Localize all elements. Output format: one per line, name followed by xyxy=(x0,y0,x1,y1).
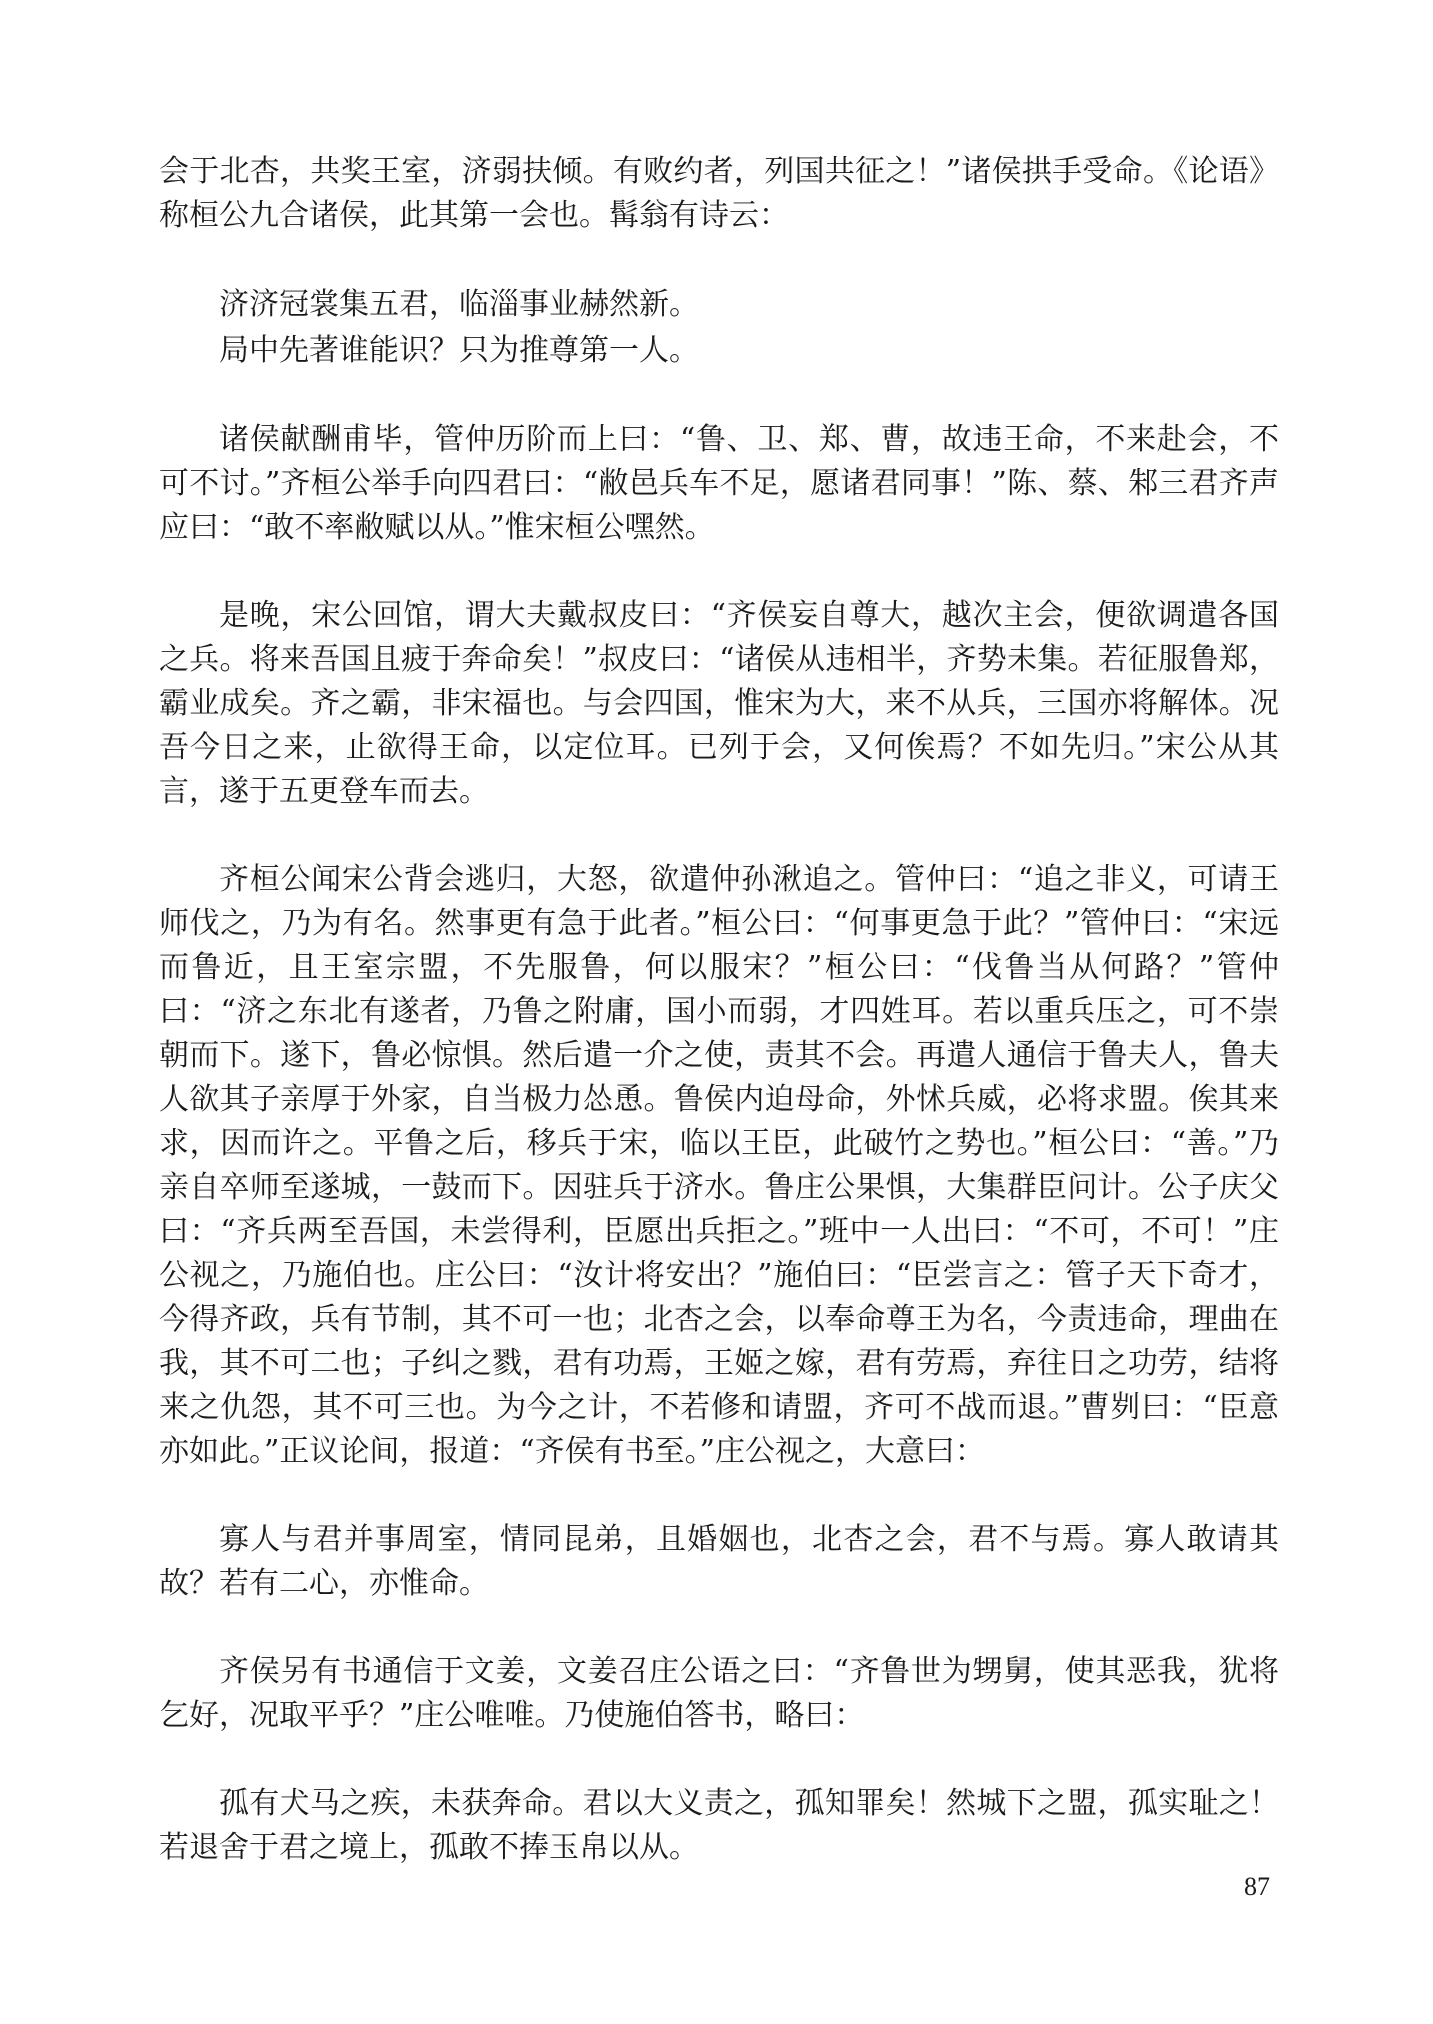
paragraph-1: 会于北杏，共奖王室，济弱扶倾。有败约者，列国共征之！”诸侯拱手受命。《论语》称桓公九合诸侯，此其第一会也。髯翁有诗云： xyxy=(159,154,1279,233)
letter-quote-2: 孤有犬马之疾，未获奔命。君以大义责之，孤知罪矣！然城下之盟，孤实耻之！若退舍于君之境上，孤敢不捧玉帛以从。 xyxy=(159,1786,1279,1865)
paragraph-2: 诸侯献酬甫毕，管仲历阶而上曰：“鲁、卫、郑、曹，故违王命，不来赴会，不可不讨。”齐桓公举手向四君曰：“敝邑兵车不足，愿诸君同事！”陈、蔡、邾三君齐声应曰：“敢不率敝赋以从。”惟宋桓公嘿然。 xyxy=(159,422,1279,545)
poem-line-1: 济济冠裳集五君，临淄事业赫然新。 xyxy=(219,287,699,322)
paragraph-4: 齐桓公闻宋公背会逃归，大怒，欲遣仲孙湫追之。管仲曰：“追之非义，可请王师伐之，乃为有名。然事更有急于此者。”桓公曰：“何事更急于此？”管仲曰：“宋远而鲁近，且王室宗盟，不先服鲁，何以服宋？”桓公曰：“伐鲁当从何路？”管仲曰：“济之东北有遂者，乃鲁之附庸，国小而弱，才四姓耳。若以重兵压之，可不崇朝而下。遂下，鲁必惊惧。然后遣一介之使，责其不会。再遣人通信于鲁夫人，鲁夫人欲其子亲厚于外家，自当极力怂恿。鲁侯内迫母命，外怵兵威，必将求盟。俟其来求，因而许之。平鲁之后，移兵于宋，临以王臣，此破竹之势也。”桓公曰：“善。”乃亲自卒师至遂城，一鼓而下。因驻兵于济水。鲁庄公果惧，大集群臣问计。公子庆父曰：“齐兵两至吾国，未尝得利，臣愿出兵拒之。”班中一人出曰：“不可，不可！”庄公视之，乃施伯也。庄公曰：“汝计将安出？”施伯曰：“臣尝言之：管子天下奇才，今得齐政，兵有节制，其不可一也；北杏之会，以奉命尊王为名，今责违命，理曲在我，其不可二也；子纠之戮，君有功焉，王姬之嫁，君有劳焉，弃往日之功劳，结将来之仇怨，其不可三也。为今之计，不若修和请盟，齐可不战而退。”曹刿曰：“臣意亦如此。”正议论间，报道：“齐侯有书至。”庄公视之，大意曰： xyxy=(159,862,1279,1469)
paragraph-6: 齐侯另有书通信于文姜，文姜召庄公语之曰：“齐鲁世为甥舅，使其恶我，犹将乞好，况取平乎？”庄公唯唯。乃使施伯答书，略曰： xyxy=(159,1654,1279,1733)
paragraph-3: 是晚，宋公回馆，谓大夫戴叔皮曰：“齐侯妄自尊大，越次主会，便欲调遣各国之兵。将来吾国且疲于奔命矣！”叔皮曰：“诸侯从违相半，齐势未集。若征服鲁郑，霸业成矣。齐之霸，非宋福也。与会四国，惟宋为大，来不从兵，三国亦将解体。况吾今日之来，止欲得王命，以定位耳。已列于会，又何俟焉？不如先归。”宋公从其言，遂于五更登车而去。 xyxy=(159,598,1279,809)
letter-quote-1: 寡人与君并事周室，情同昆弟，且婚姻也，北杏之会，君不与焉。寡人敢请其故？若有二心，亦惟命。 xyxy=(159,1522,1279,1601)
poem-line-2: 局中先著谁能识？只为推尊第一人。 xyxy=(219,333,699,368)
page-body xyxy=(159,150,1279,1870)
page-number: 87 xyxy=(1244,1872,1270,1901)
poem-block xyxy=(159,282,1279,374)
